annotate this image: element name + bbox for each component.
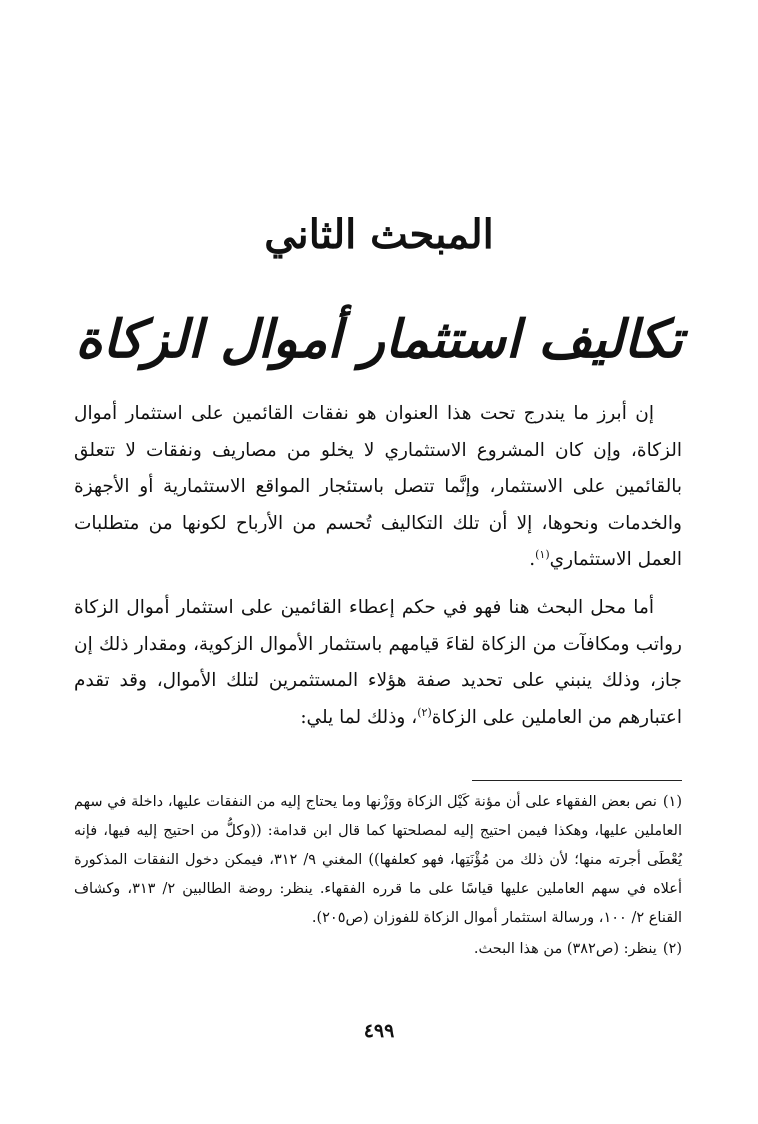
footnote-2 bbox=[74, 935, 682, 964]
footnote-reference[interactable]: (٢) bbox=[417, 705, 432, 719]
section-heading: المبحث الثاني bbox=[264, 211, 494, 258]
page-number: ٤٩٩ bbox=[363, 1020, 395, 1042]
footnote-1 bbox=[74, 788, 682, 933]
paragraph-text: أما محل البحث هنا فهو في حكم إعطاء القائمين على استثمار أموال الزكاة رواتب ومكافآت من الزكاة لقاءَ قيامهم باستثمار الأموال الزكوية، ومقدار ذلك إن جاز، وذلك ينبني على تحديد صفة هؤلاء المستثمرين لتلك الأموال، وقد تقدم اعتبارهم من العاملين على الزكاة bbox=[74, 597, 682, 728]
footnote-separator bbox=[472, 780, 682, 781]
chapter-title: تكاليف استثمار أموال الزكاة bbox=[75, 309, 683, 370]
footnote-text: نص بعض الفقهاء على أن مؤنة كَيْل الزكاة ووَزْنها وما يحتاج إليه من النفقات عليها، داخلة في سهم العاملين عليها، وهكذا فيمن احتيج إليه لمصلحتها كما قال ابن قدامة: ((وكلُّ من احتيج إليه فيها، فإنه يُعْطَى أجرته منها؛ لأن ذلك من مُؤْنَتِها، فهو كعلفها)) المغني ٩/ ٣١٢، فيمكن دخول النفقات المذكورة أعلاه في سهم العاملين عليها قياسًا على ما قرره الفقهاء. ينظر: روضة الطالبين ٢/ ٣١٣، وكشاف القناع ٢/ ١٠٠، ورسالة استثمار أموال الزكاة للفوزان (ص٢٠٥). bbox=[74, 794, 682, 926]
body-paragraph-2 bbox=[74, 590, 682, 736]
footnotes bbox=[74, 788, 682, 966]
footnote-number: (٢) bbox=[662, 941, 682, 957]
paragraph-text: إن أبرز ما يندرج تحت هذا العنوان هو نفقات القائمين على استثمار أموال الزكاة، وإن كان المشروع الاستثماري لا يخلو من مصاريف ونفقات لا تتعلق بالقائمين على الاستثمار، وإنَّما تتصل باستئجار المواقع الاستثمارية أو الأجهزة والخدمات ونحوها، إلا أن تلك التكاليف تُحسم من الأرباح لكونها من متطلبات العمل الاستثماري bbox=[74, 403, 682, 570]
paragraph-end: . bbox=[529, 549, 536, 570]
footnote-text: ينظر: (ص٣٨٢) من هذا البحث. bbox=[473, 941, 657, 957]
paragraph-end: ، وذلك لما يلي: bbox=[300, 706, 418, 728]
body-paragraph-1 bbox=[74, 396, 682, 579]
footnote-reference[interactable]: (١) bbox=[535, 547, 550, 561]
footnote-number: (١) bbox=[662, 794, 682, 810]
